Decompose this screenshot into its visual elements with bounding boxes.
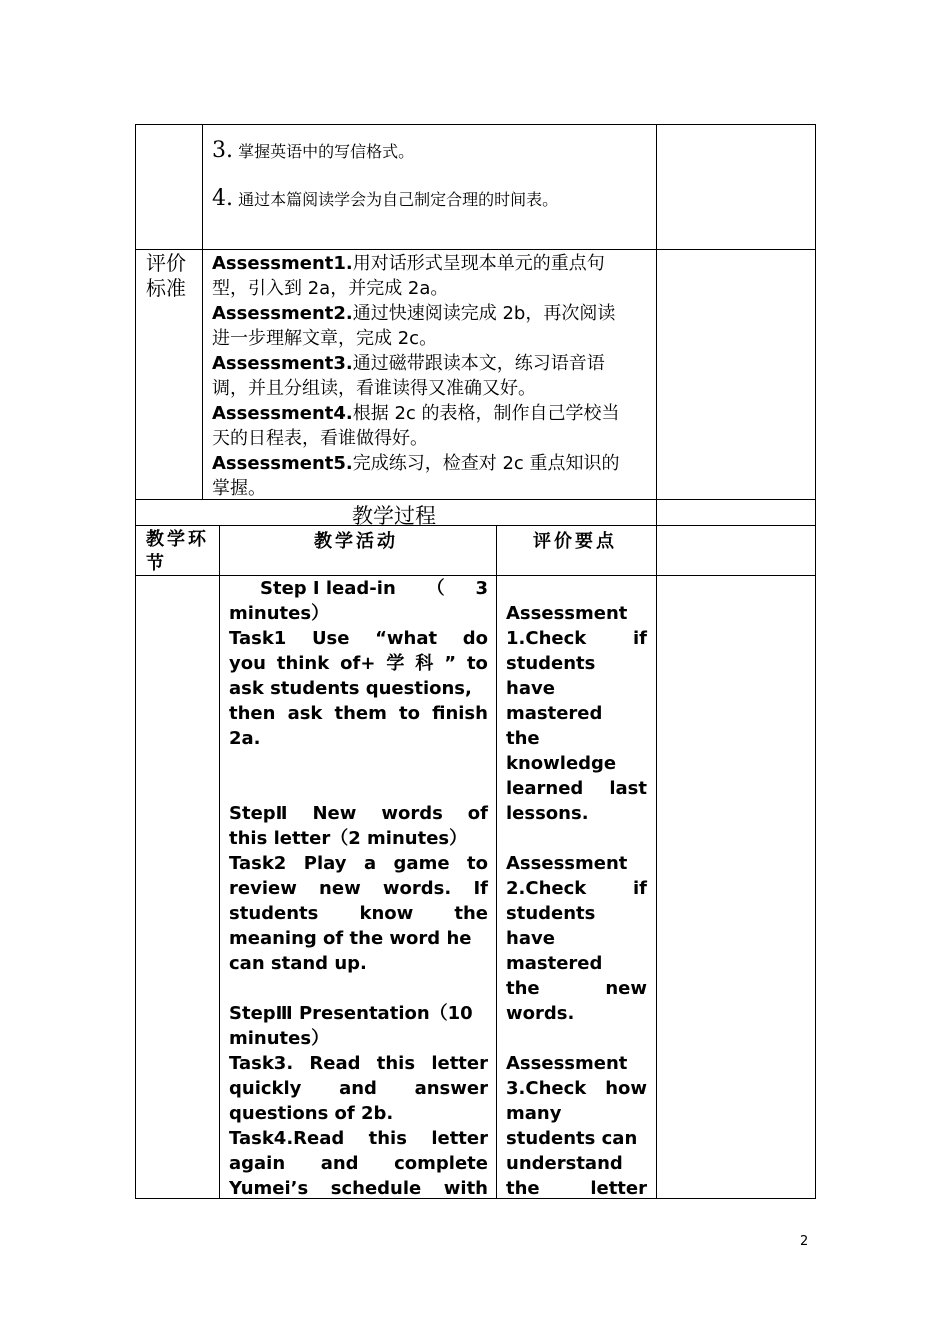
activity-line-word: the	[454, 903, 488, 924]
activity-line-word: this	[368, 1128, 407, 1149]
points-line	[506, 1176, 647, 1201]
points-line-word: letter	[590, 1178, 647, 1199]
activity-line-word: do	[462, 628, 488, 649]
objective-text: 通过本篇阅读学会为自己制定合理的时间表。	[238, 190, 559, 209]
activity-line	[229, 1051, 488, 1076]
objective-item	[212, 186, 558, 211]
assessment-text: 调，并且分组读，看谁读得又准确又好。	[212, 378, 536, 399]
objective-number: 3.	[212, 138, 233, 163]
activity-line-word: this	[376, 1053, 416, 1074]
points-line	[506, 1126, 647, 1151]
points-line-word: how	[605, 1078, 647, 1099]
points-line-word: words.	[506, 1003, 575, 1024]
activity-line	[229, 1176, 488, 1201]
activity-line-word: think	[276, 653, 330, 674]
points-line	[506, 651, 647, 676]
activity-line-word: quickly	[229, 1078, 302, 1099]
objective-item	[212, 138, 414, 163]
activity-line	[229, 901, 488, 926]
activity-line-word: ask students questions,	[229, 678, 472, 699]
activity-line-word: this letter（2 minutes）	[229, 828, 468, 849]
assessment-text: 通过快速阅读完成 2b，再次阅读	[352, 303, 616, 324]
activity-line	[229, 926, 488, 951]
activity-line	[229, 876, 488, 901]
points-line	[506, 751, 647, 776]
activity-line	[229, 726, 488, 751]
process-title: 教学过程	[352, 504, 436, 528]
activity-line-word: and	[339, 1078, 377, 1099]
points-line-word: if	[632, 878, 647, 899]
activity-line	[229, 701, 488, 726]
activity-line-word: StepⅢ Presentation（10	[229, 1003, 473, 1024]
points-line-word: 1.Check	[506, 628, 587, 649]
col-divider-activity	[496, 525, 497, 1199]
points-line-word: lessons.	[506, 803, 589, 824]
assessment-tag: Assessment3.	[212, 353, 353, 374]
points-line-word: the	[506, 1178, 540, 1199]
activity-line-word: you	[229, 653, 266, 674]
column-header-stage-line: 节	[146, 553, 167, 574]
activity-line-word: words.	[382, 878, 452, 899]
activity-line-word: of	[467, 803, 488, 824]
points-line-word: students can	[506, 1128, 638, 1149]
activity-line-word: minutes）	[229, 603, 330, 624]
evaluation-criteria-line	[212, 401, 620, 426]
points-line	[506, 1151, 647, 1176]
column-header-points: 评价要点	[533, 531, 617, 552]
assessment-text: 进一步理解文章，完成 2c。	[212, 328, 438, 349]
points-line-word: Assessment	[506, 603, 628, 624]
points-line-word: have	[506, 928, 555, 949]
activity-line	[229, 1126, 488, 1151]
activity-line-word: to	[466, 653, 488, 674]
points-line	[506, 1076, 647, 1101]
points-line	[506, 851, 647, 876]
activity-line-word: Read	[309, 1053, 361, 1074]
evaluation-criteria-line	[212, 251, 605, 276]
points-line-word: new	[605, 978, 647, 999]
assessment-text: 根据 2c 的表格，制作自己学校当	[352, 403, 620, 424]
objective-number: 4.	[212, 186, 233, 211]
col-divider-label-upper	[202, 124, 203, 500]
activity-line-word: StepⅡ	[229, 803, 288, 824]
evaluation-criteria-line	[212, 301, 615, 326]
points-line-word: 2.Check	[506, 878, 587, 899]
activity-line	[229, 626, 488, 651]
activity-line	[229, 1001, 488, 1026]
points-line	[506, 626, 647, 651]
activity-line	[229, 576, 488, 601]
points-line-word: the	[506, 978, 540, 999]
activity-line	[229, 1101, 488, 1126]
activity-line-word: new	[319, 878, 361, 899]
assessment-tag: Assessment2.	[212, 303, 353, 324]
activity-line	[229, 676, 488, 701]
column-header-stage	[146, 528, 209, 576]
activity-line	[229, 951, 488, 976]
evaluation-criteria-line	[212, 451, 620, 476]
points-line	[506, 676, 647, 701]
table-border-top	[135, 124, 816, 125]
activity-line-word: to	[467, 853, 488, 874]
activity-line-word: to	[399, 703, 420, 724]
evaluation-label-line: 标准	[146, 276, 186, 300]
activity-line-word: Play	[303, 853, 347, 874]
activity-line-word: Yumei’s	[229, 1178, 309, 1199]
activity-line-word: If	[473, 878, 488, 899]
points-line-word: knowledge	[506, 753, 617, 774]
activity-line-word: Step Ⅰ lead-in	[260, 578, 396, 599]
assessment-text: 天的日程表，看谁做得好。	[212, 428, 428, 449]
points-line	[506, 876, 647, 901]
activity-line-word: again	[229, 1153, 286, 1174]
points-line-word: mastered	[506, 953, 603, 974]
activity-line-word: ”	[444, 653, 457, 674]
activity-line-word: schedule	[330, 1178, 422, 1199]
evaluation-criteria-line	[212, 426, 428, 451]
table-border-left	[135, 124, 136, 1199]
activity-line-word: 3	[475, 578, 488, 599]
activity-line-word: 科	[415, 653, 434, 674]
activity-line-word: Task2	[229, 853, 287, 874]
assessment-tag: Assessment1.	[212, 253, 353, 274]
activity-line-word: Task1	[229, 628, 287, 649]
activity-line	[229, 651, 488, 676]
activity-line-word: complete	[394, 1153, 488, 1174]
points-line	[506, 1101, 647, 1126]
activity-line-word: New	[312, 803, 357, 824]
activity-line-word: ask	[287, 703, 323, 724]
points-line	[506, 951, 647, 976]
activity-line-word: Use	[311, 628, 350, 649]
activity-line-word: a	[363, 853, 377, 874]
column-header-stage-line: 教学环	[146, 529, 209, 550]
activity-line-word: （	[426, 578, 445, 599]
activity-line	[229, 601, 488, 626]
activity-line-word: words	[381, 803, 443, 824]
points-line-word: learned	[506, 778, 584, 799]
activity-line-word: “what	[375, 628, 438, 649]
activity-line-word: finish	[432, 703, 488, 724]
activity-line	[229, 801, 488, 826]
activity-line-word: know	[359, 903, 414, 924]
activity-line-word: letter	[431, 1053, 488, 1074]
evaluation-label	[146, 251, 186, 301]
evaluation-criteria-line	[212, 326, 437, 351]
evaluation-criteria-line	[212, 276, 448, 301]
points-line-word: many	[506, 1103, 562, 1124]
activity-line-word: and	[320, 1153, 359, 1174]
points-line	[506, 801, 647, 826]
activity-line	[229, 1151, 488, 1176]
activity-line	[229, 826, 488, 851]
points-line	[506, 1051, 647, 1076]
points-line-word: last	[609, 778, 647, 799]
activity-line-word: Task3.	[229, 1053, 294, 1074]
activity-line-word: 2a.	[229, 728, 261, 749]
points-line	[506, 976, 647, 1001]
col-divider-notes	[656, 124, 657, 1199]
points-line-word: Assessment	[506, 853, 628, 874]
points-line	[506, 901, 647, 926]
points-line-word: the	[506, 728, 540, 749]
row-divider-process-title	[135, 525, 816, 526]
points-line-word: have	[506, 678, 555, 699]
column-header-activity: 教学活动	[314, 531, 398, 552]
evaluation-criteria-line	[212, 476, 266, 501]
activity-line-word: meaning of the word he	[229, 928, 472, 949]
points-line	[506, 601, 647, 626]
points-line	[506, 776, 647, 801]
points-line	[506, 701, 647, 726]
assessment-text: 用对话形式呈现本单元的重点句	[352, 253, 605, 274]
assessment-text: 掌握。	[212, 478, 266, 499]
assessment-tag: Assessment4.	[212, 403, 353, 424]
col-divider-stage	[219, 525, 220, 1199]
activity-line	[229, 1026, 488, 1051]
activity-line-word: game	[393, 853, 450, 874]
points-line	[506, 1001, 647, 1026]
assessment-text: 型，引入到 2a，并完成 2a。	[212, 278, 449, 299]
activity-line	[229, 851, 488, 876]
points-line-word: mastered	[506, 703, 603, 724]
points-line-word: students	[506, 653, 596, 674]
activity-line-word: 学	[386, 653, 405, 674]
activity-line-word: Task4.Read	[229, 1128, 345, 1149]
activity-line-word: minutes）	[229, 1028, 330, 1049]
table-border-right	[815, 124, 816, 1199]
activity-line-word: them	[334, 703, 387, 724]
points-line-word: students	[506, 903, 596, 924]
activity-line-word: review	[229, 878, 297, 899]
activity-line-word: with	[443, 1178, 488, 1199]
points-line-word: 3.Check	[506, 1078, 587, 1099]
activity-line-word: questions of 2b.	[229, 1103, 394, 1124]
activity-line	[229, 1076, 488, 1101]
row-divider-objectives	[135, 249, 816, 250]
points-line-word: Assessment	[506, 1053, 628, 1074]
evaluation-criteria-line	[212, 376, 536, 401]
points-line	[506, 726, 647, 751]
evaluation-label-line: 评价	[146, 251, 186, 275]
activity-line-word: students	[229, 903, 319, 924]
evaluation-criteria-line	[212, 351, 605, 376]
activity-line-word: can stand up.	[229, 953, 367, 974]
points-line-word: if	[632, 628, 647, 649]
assessment-text: 完成练习，检查对 2c 重点知识的	[352, 453, 620, 474]
activity-line-word: then	[229, 703, 276, 724]
assessment-text: 通过磁带跟读本文，练习语音语	[352, 353, 605, 374]
activity-line-word: of+	[340, 653, 376, 674]
activity-line-word: letter	[431, 1128, 488, 1149]
activity-line-word: answer	[414, 1078, 488, 1099]
points-line-word: understand	[506, 1153, 623, 1174]
assessment-tag: Assessment5.	[212, 453, 353, 474]
page-number: 2	[800, 1234, 809, 1249]
objective-text: 掌握英语中的写信格式。	[238, 142, 415, 161]
points-line	[506, 926, 647, 951]
